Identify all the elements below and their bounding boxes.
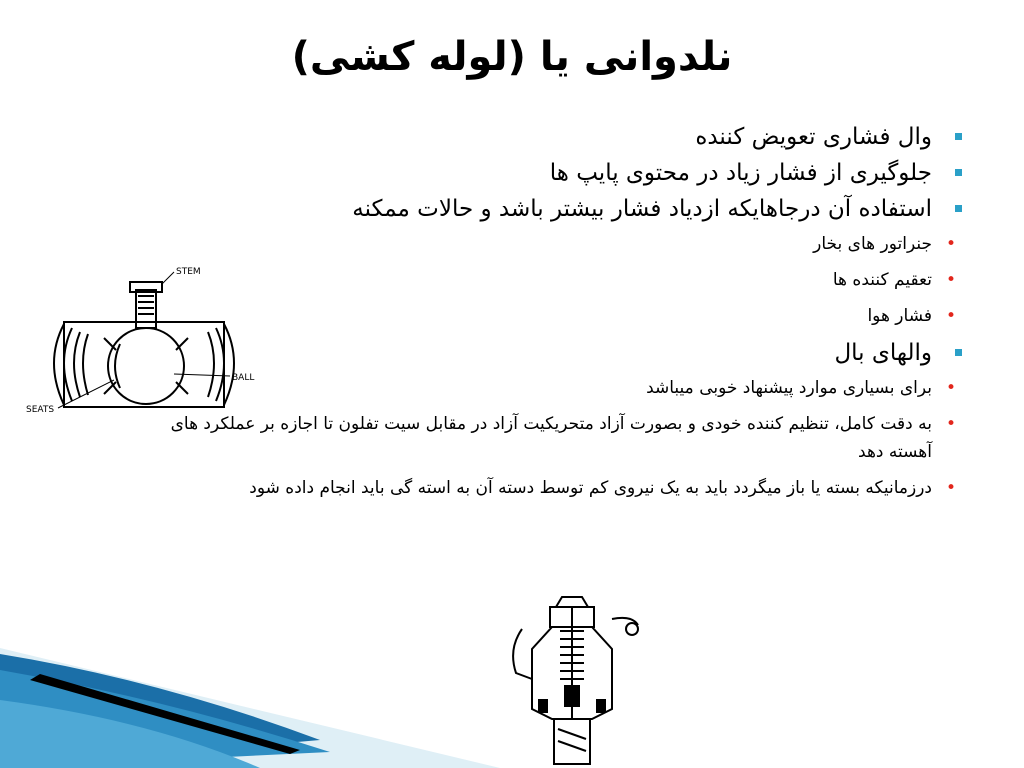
stem-label: STEM xyxy=(176,267,201,277)
sub-bullet-item: • برای بسیاری موارد پیشنهاد خوبی میباشد xyxy=(142,374,962,402)
sub-bullet-item: • فشار هوا xyxy=(62,302,962,330)
dot-bullet-icon: • xyxy=(945,478,956,498)
seats-label: SEATS xyxy=(26,405,55,415)
bullet-item: والهای بال xyxy=(62,338,962,368)
square-bullet-icon xyxy=(955,349,962,356)
square-bullet-icon xyxy=(955,169,962,176)
bullet-item: وال فشاری تعویض کننده xyxy=(62,122,962,152)
sub-bullet-item: • درزمانیکه بسته یا باز میگردد باید به یک نیروی کم توسط دسته آن به استه گی باید انجام داده شود xyxy=(142,474,962,502)
dot-bullet-icon: • xyxy=(945,306,956,326)
dot-bullet-icon: • xyxy=(945,234,956,254)
square-bullet-icon xyxy=(955,133,962,140)
dot-bullet-icon: • xyxy=(945,378,956,398)
bullet-item: استفاده آن درجاهایکه ازدیاد فشار بیشتر باشد و حالات ممکنه xyxy=(62,194,962,224)
sub-bullet-item: • جنراتور های بخار xyxy=(62,230,962,258)
dot-bullet-icon: • xyxy=(945,270,956,290)
ball-valve-diagram xyxy=(24,262,268,422)
dot-bullet-icon: • xyxy=(945,414,956,434)
relief-valve-diagram xyxy=(492,589,652,768)
bullet-item: جلوگیری از فشار زیاد در محتوی پایپ ها xyxy=(62,158,962,188)
square-bullet-icon xyxy=(955,205,962,212)
sub-bullet-item: • به دقت کامل، تنظیم کننده خودی و بصورت آزاد متحریکیت آزاد در مقابل سیت تفلون تا اجازه بر عملکرد های آهسته دهد xyxy=(142,410,962,466)
sub-bullet-item: • تعقیم کننده ها xyxy=(62,266,962,294)
slide-title: نلدوانی یا (لوله کشی) xyxy=(291,34,733,80)
ball-label: BALL xyxy=(232,373,255,383)
decorative-swoosh xyxy=(0,640,500,768)
